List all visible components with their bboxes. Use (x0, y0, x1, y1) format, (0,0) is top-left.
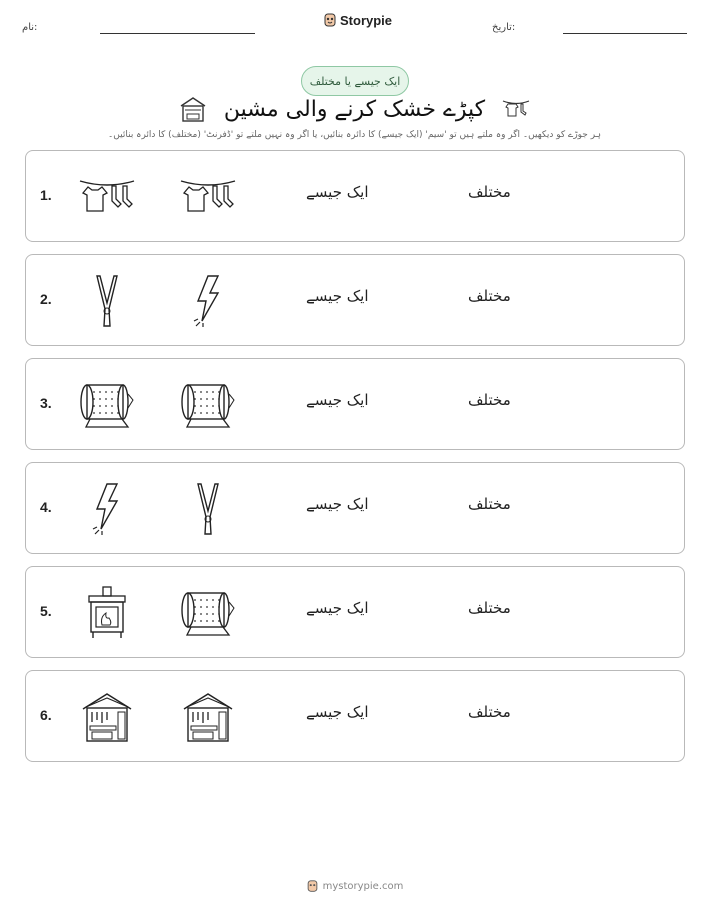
option-different[interactable]: مختلف (468, 183, 511, 201)
name-label: نام: (22, 22, 38, 33)
option-same[interactable]: ایک جیسے (306, 703, 369, 721)
dryer-drum-icon (179, 377, 237, 433)
clothespin-icon (78, 273, 136, 329)
clothespin-icon (179, 481, 237, 537)
worksheet-type-badge: ایک جیسے یا مختلف (301, 66, 409, 96)
brand-name: Storypie (340, 12, 393, 28)
option-same[interactable]: ایک جیسے (306, 599, 369, 617)
option-different[interactable]: مختلف (468, 391, 511, 409)
date-field-line[interactable] (563, 33, 687, 34)
option-same[interactable]: ایک جیسے (306, 287, 369, 305)
storypie-mascot-icon (323, 12, 337, 28)
brand-logo (323, 12, 392, 28)
question-number: 3. (40, 395, 52, 411)
storypie-mascot-icon (306, 879, 319, 893)
page-title: کپڑے خشک کرنے والی مشین (223, 96, 486, 122)
question-number: 6. (40, 707, 52, 723)
dryer-drum-icon (179, 585, 237, 641)
question-number: 4. (40, 499, 52, 515)
instructions: ہر جوڑے کو دیکھیں۔ اگر وہ ملتے ہیں تو 'سیم' (ایک جیسے) کا دائرہ بنائیں، یا اگر وہ نہیں ملتے تو 'ڈفرنٹ' (مختلف) کا دائرہ بنائیں۔ (108, 130, 601, 140)
option-different[interactable]: مختلف (468, 599, 511, 617)
date-label: تاریخ: (492, 22, 516, 33)
question-number: 1. (40, 187, 52, 203)
lightning-icon (78, 481, 136, 537)
question-row-4 (25, 462, 685, 554)
question-row-2 (25, 254, 685, 346)
workshop-icon (178, 95, 208, 123)
option-different[interactable]: مختلف (468, 495, 511, 513)
option-same[interactable]: ایک جیسے (306, 391, 369, 409)
question-number: 2. (40, 291, 52, 307)
worksheet-header (0, 0, 709, 44)
title-row (0, 92, 709, 126)
dryer-drum-icon (78, 377, 136, 433)
clothesline-icon (78, 169, 136, 225)
lightning-icon (179, 273, 237, 329)
question-number: 5. (40, 603, 52, 619)
footer (0, 879, 709, 893)
name-field-line[interactable] (100, 33, 255, 34)
question-row-1 (25, 150, 685, 242)
clothesline-icon (179, 169, 237, 225)
stove-icon (78, 585, 136, 641)
workshop-icon (78, 689, 136, 745)
question-row-6 (25, 670, 685, 762)
workshop-icon (179, 689, 237, 745)
option-different[interactable]: مختلف (468, 703, 511, 721)
footer-url[interactable]: mystorypie.com (322, 880, 404, 892)
clothesline-icon (501, 96, 531, 122)
question-row-3 (25, 358, 685, 450)
question-row-5 (25, 566, 685, 658)
option-same[interactable]: ایک جیسے (306, 183, 369, 201)
option-same[interactable]: ایک جیسے (306, 495, 369, 513)
option-different[interactable]: مختلف (468, 287, 511, 305)
